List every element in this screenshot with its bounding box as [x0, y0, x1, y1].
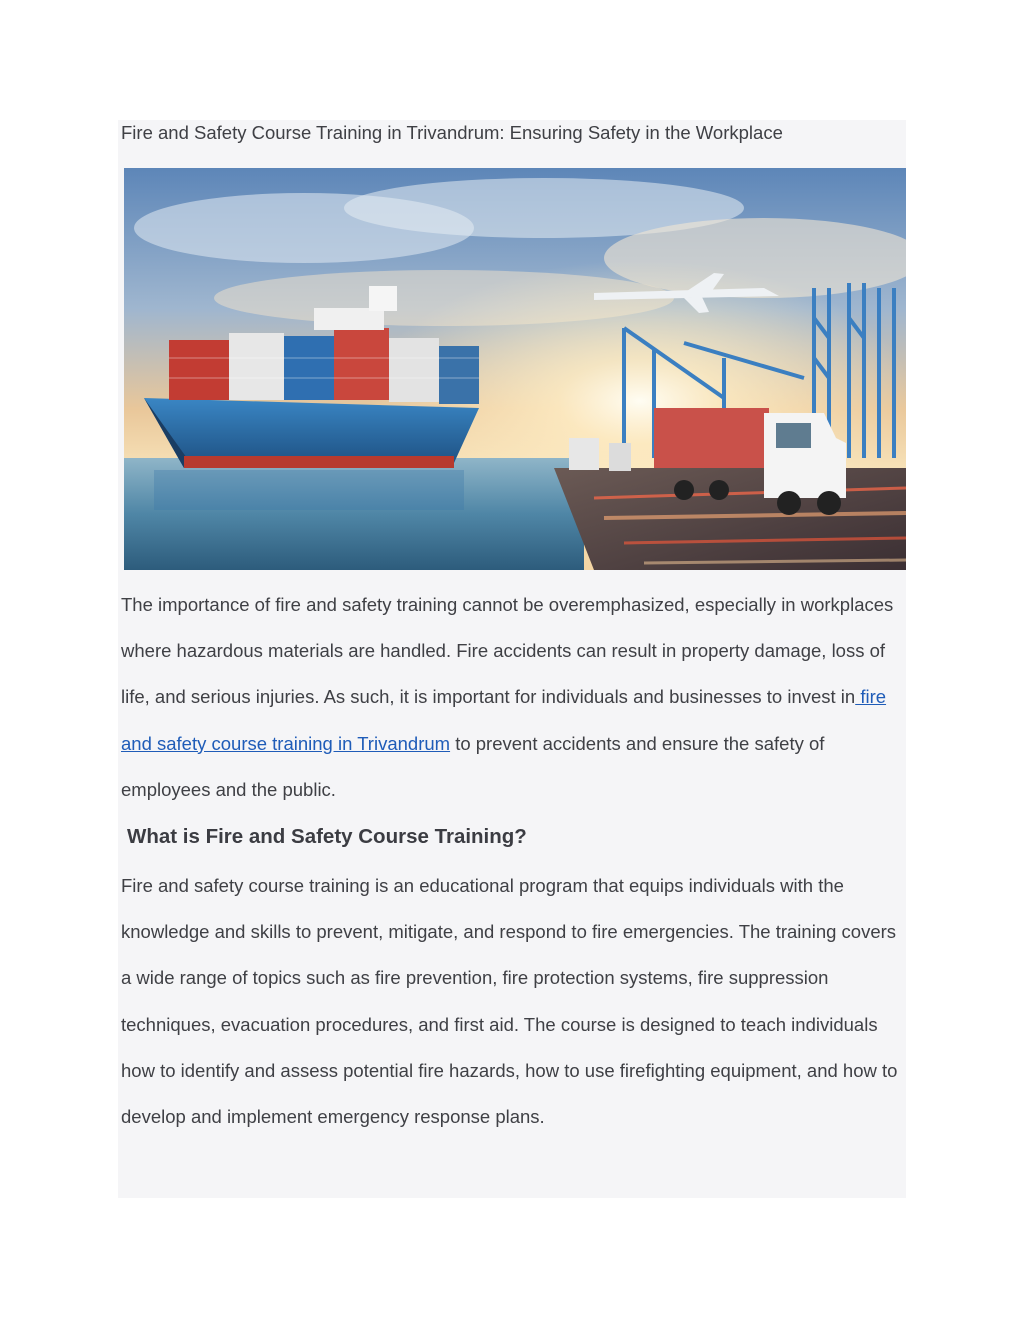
- page-title: Fire and Safety Course Training in Trivandrum: Ensuring Safety in the Workplace: [121, 122, 783, 143]
- article-panel: [118, 120, 906, 1198]
- course-training-link[interactable]: fire and safety course training in Trivandrum: [121, 686, 887, 754]
- intro-text-continued: to prevent accidents and ensure the safety of employees and the public.: [121, 732, 825, 800]
- section-heading: What is Fire and Safety Course Training?: [127, 825, 527, 848]
- definition-paragraph: Fire and safety course training is an educational program that equips individuals with the knowledge and skills to prevent, mitigate, and respond to fire emergencies. The training covers a wide range of topics such as fire prevention, fire protection systems, fire suppression techniques, evacuation procedures, and first aid. The course is designed to teach individuals how to identify and assess potential fire hazards, how to use firefighting equipment, and how to develop and implement emergency response plans.: [121, 875, 898, 1128]
- intro-paragraph: [121, 582, 906, 813]
- intro-text: The importance of fire and safety training cannot be overemphasized, especially in workplaces where hazardous materials are handled. Fire accidents can result in property damage, loss of life, and serious injuries. As such, it is important for individuals and businesses to invest in: [121, 594, 894, 708]
- cargo-logistics-image: [124, 168, 906, 570]
